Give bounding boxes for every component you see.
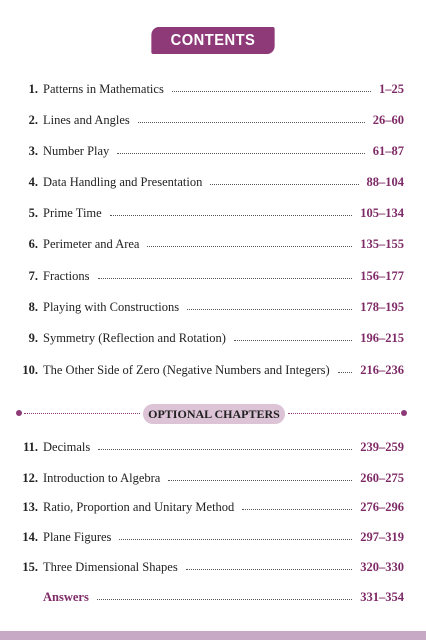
chapter-number: 1. [28, 81, 38, 96]
dot-leader [147, 246, 352, 247]
toc-entry-11[interactable] [0, 437, 426, 457]
toc-entry-6[interactable] [0, 234, 426, 254]
chapter-title: Ratio, Proportion and Unitary Method [43, 499, 235, 514]
chapter-title: Patterns in Mathematics [43, 81, 164, 96]
page-range: 178–195 [360, 299, 404, 314]
chapter-number: 13. [22, 499, 38, 514]
chapter-title: Lines and Angles [43, 112, 130, 127]
chapter-title: Introduction to Algebra [43, 470, 161, 485]
chapter-number: 9. [28, 330, 38, 345]
toc-entry-5[interactable] [0, 203, 426, 223]
dot-leader [168, 480, 352, 481]
dot-leader [242, 509, 352, 510]
dot-leader [338, 372, 353, 373]
toc-entry-3[interactable] [0, 141, 426, 161]
chapter-number: 15. [22, 559, 38, 574]
page-range: 156–177 [360, 268, 404, 283]
page-range: 61–87 [372, 143, 404, 158]
chapter-title: Perimeter and Area [43, 236, 140, 251]
chapter-number: 7. [28, 268, 38, 283]
chapter-title: The Other Side of Zero (Negative Numbers and Integers) [43, 362, 330, 377]
chapter-number: 11. [23, 439, 38, 454]
page-range: 239–259 [360, 439, 404, 454]
chapter-number: 10. [22, 362, 38, 377]
page-range: 196–215 [360, 330, 404, 345]
chapter-title: Prime Time [43, 205, 102, 220]
dot-leader [117, 153, 364, 154]
divider-line-left [24, 413, 140, 414]
dot-leader [98, 278, 353, 279]
chapter-title: Number Play [43, 143, 110, 158]
divider-dot-left [16, 410, 22, 416]
dot-leader [210, 184, 358, 185]
contents-heading [151, 27, 274, 54]
page-range: 331–354 [360, 589, 404, 604]
chapter-title: Data Handling and Presentation [43, 174, 203, 189]
page-range: 26–60 [372, 112, 404, 127]
dot-leader [110, 215, 353, 216]
contents-heading-text: CONTENTS [170, 31, 256, 49]
toc-entry-12[interactable] [0, 468, 426, 488]
dot-leader [234, 340, 352, 341]
dot-leader [172, 91, 371, 92]
chapter-number: 12. [22, 470, 38, 485]
divider-dot-right [401, 410, 407, 416]
answers-title: Answers [43, 589, 89, 604]
chapter-number: 8. [28, 299, 38, 314]
chapter-number: 3. [28, 143, 38, 158]
chapter-number: 5. [28, 205, 38, 220]
divider-line-right [288, 413, 400, 414]
page-range: 276–296 [360, 499, 404, 514]
dot-leader [119, 539, 352, 540]
dot-leader [97, 599, 352, 600]
page-range: 1–25 [379, 81, 404, 96]
toc-entry-answers[interactable] [0, 587, 426, 607]
page-range: 135–155 [360, 236, 404, 251]
page-range: 216–236 [360, 362, 404, 377]
chapter-title: Fractions [43, 268, 90, 283]
chapter-number: 4. [28, 174, 38, 189]
dot-leader [186, 569, 353, 570]
toc-entry-2[interactable] [0, 110, 426, 130]
chapter-title: Decimals [43, 439, 91, 454]
chapter-title: Playing with Constructions [43, 299, 180, 314]
optional-chapters-label [143, 404, 285, 424]
chapter-number: 14. [22, 529, 38, 544]
toc-entry-10[interactable] [0, 360, 426, 380]
dot-leader [98, 449, 352, 450]
chapter-number: 6. [28, 236, 38, 251]
toc-entry-14[interactable] [0, 527, 426, 547]
chapter-number: 2. [28, 112, 38, 127]
toc-entry-7[interactable] [0, 266, 426, 286]
page-range: 297–319 [360, 529, 404, 544]
page-range: 320–330 [360, 559, 404, 574]
toc-entry-9[interactable] [0, 328, 426, 348]
toc-entry-4[interactable] [0, 172, 426, 192]
chapter-title: Three Dimensional Shapes [43, 559, 178, 574]
dot-leader [187, 309, 352, 310]
toc-entry-1[interactable] [0, 79, 426, 99]
chapter-title: Plane Figures [43, 529, 112, 544]
dot-leader [138, 122, 365, 123]
toc-entry-8[interactable] [0, 297, 426, 317]
optional-chapters-divider [0, 404, 426, 424]
page-range: 88–104 [366, 174, 404, 189]
page-range: 105–134 [360, 205, 404, 220]
chapter-title: Symmetry (Reflection and Rotation) [43, 330, 226, 345]
footer-bar [0, 631, 426, 640]
page-range: 260–275 [360, 470, 404, 485]
toc-entry-13[interactable] [0, 497, 426, 517]
optional-chapters-text: OPTIONAL CHAPTERS [148, 406, 280, 421]
toc-entry-15[interactable] [0, 557, 426, 577]
